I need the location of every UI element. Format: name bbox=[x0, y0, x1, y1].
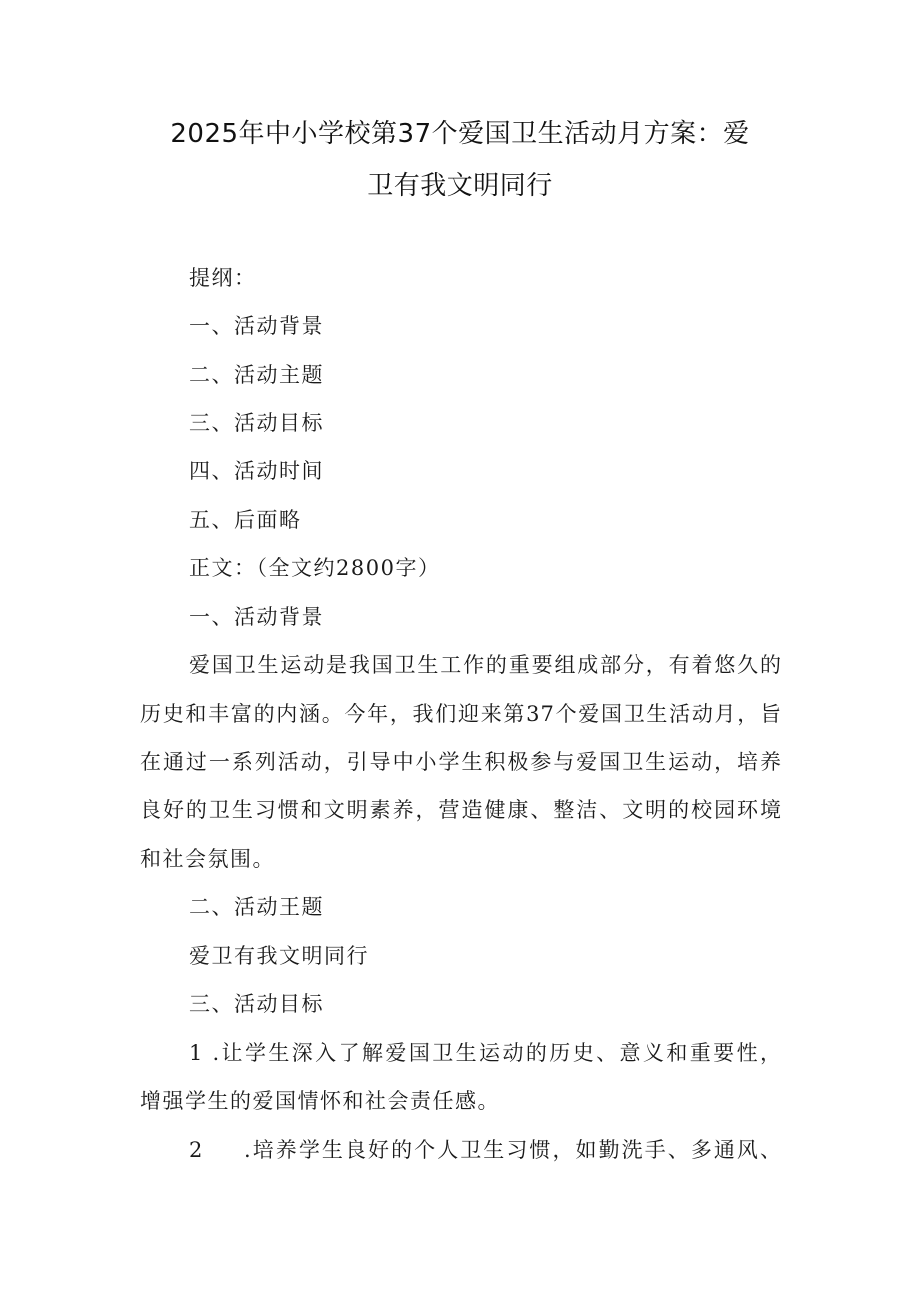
section-1-line-2: 历史和丰富的内涵。今年，我们迎来第37个爱国卫生活动月，旨 bbox=[140, 702, 782, 726]
outline-item-5: 五、后面略 bbox=[189, 508, 302, 532]
section-1-heading: 一、活动背景 bbox=[189, 605, 324, 629]
outline-label: 提纲： bbox=[189, 266, 257, 290]
outline-item-2: 二、活动主题 bbox=[189, 363, 324, 387]
outline-item-3: 三、活动目标 bbox=[189, 411, 324, 435]
section-1-line-5: 和社会氛围。 bbox=[140, 847, 275, 871]
section-2-text: 爱卫有我文明同行 bbox=[189, 944, 369, 968]
section-1-line-1: 爱国卫生运动是我国卫生工作的重要组成部分，有着悠久的 bbox=[189, 653, 782, 677]
goal-1-line-2: 增强学生的爱国情怀和社会责任感。 bbox=[140, 1089, 500, 1113]
outline-item-1: 一、活动背景 bbox=[189, 314, 324, 338]
outline-item-4: 四、活动时间 bbox=[189, 459, 324, 483]
goal-1-line-1: 1 .让学生深入了解爱国卫生运动的历史、意义和重要性， bbox=[189, 1041, 782, 1065]
goal-2-number: 2 bbox=[189, 1138, 203, 1162]
section-3-heading: 三、活动目标 bbox=[189, 992, 324, 1016]
section-1-line-3: 在通过一系列活动，引导中小学生积极参与爱国卫生运动，培养 bbox=[140, 750, 782, 774]
goal-2-text: .培养学生良好的个人卫生习惯，如勤洗手、多通风、 bbox=[244, 1138, 782, 1162]
document-title-line-2: 卫有我文明同行 bbox=[367, 171, 553, 201]
section-2-heading: 二、活动王题 bbox=[189, 895, 324, 919]
body-label: 正文：（全文约2800字） bbox=[189, 556, 441, 580]
section-1-line-4: 良好的卫生习惯和文明素养，营造健康、整洁、文明的校园环境 bbox=[140, 798, 782, 822]
document-title-line-1: 2025年中小学校第37个爱国卫生活动月方案：爱 bbox=[170, 119, 750, 149]
